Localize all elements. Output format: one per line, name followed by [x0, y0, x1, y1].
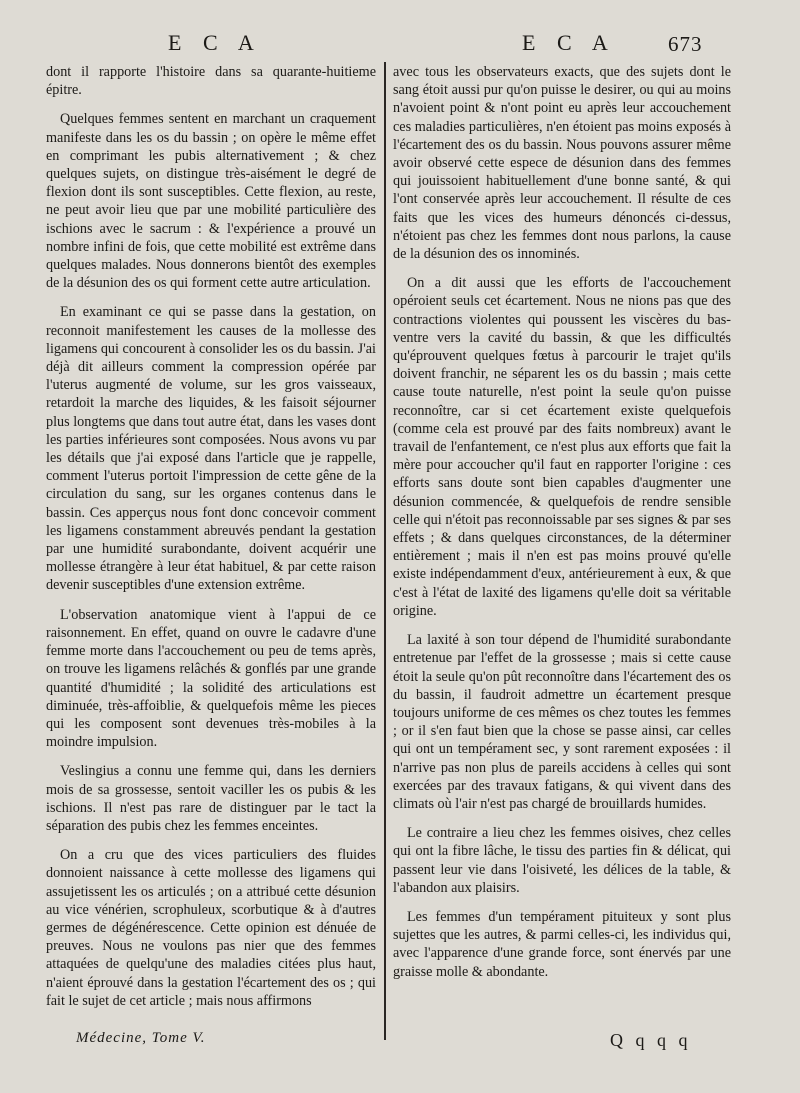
left-column	[46, 63, 376, 1010]
paragraph: avec tous les observateurs exacts, que des sujets dont le sang étoit aussi pur qu'on puisse le desirer, ou qui au moins n'avoient point & n'ont point eu après leur accouchement ces maladies particulières, n'en étoient pas moins exposés à l'écartement des os du bassin. Nous pouvons assurer même avoir observé cette espece de désunion dans des femmes qui jouissoient habituellement d'une bonne santé, & qui l'ont conservée après leur accouchement. Il résulte de ces faits que les vices des humeurs dénoncés ci-dessus, n'étoient pas chez les femmes dont nous parlons, la cause de la désunion des os innominés.	[393, 64, 731, 263]
paragraph: En examinant ce qui se passe dans la gestation, on reconnoit manifestement les causes de la mollesse des ligamens qui concourent à consolider les os du bassin. J'ai déjà dit ailleurs comment la compression opérée par l'uterus augmenté de volume, sur les gros vaisseaux, retardoit la marche des liquides, & les faisoit séjourner plus longtems que dans tout autre état, dans les vases dont les parties inférieures sont composées. Nous avons vu par les détails que j'ai exposé dans l'article que je rappelle, comment l'uterus portoit l'impression de cette gêne de la circulation du sang, sur les organes contenus dans le bassin. Ces apperçus nous font donc concevoir comment les ligamens constamment abreuvés pendant la gestation par une humidité surabondante, doivent acquérir une mollesse étrangère à leur état habituel, & par cette raison devenir susceptibles d'une extension extrême.	[46, 304, 376, 594]
paragraph: dont il rapporte l'histoire dans sa quarante-huitieme épitre.	[46, 64, 376, 99]
running-head-left: E C A	[168, 30, 262, 55]
paragraph: Veslingius a connu une femme qui, dans les derniers mois de sa grossesse, sentoit vaciller les os pubis & les ischions. Il n'est pas rare de distinguer par le tact la séparation des pubis chez les femmes enceintes.	[46, 763, 376, 834]
footer-volume: Médecine, Tome V.	[76, 1030, 206, 1046]
paragraph: On a cru que des vices particuliers des fluides donnoient naissance à cette mollesse des ligamens qui assujetissent les os articulés ; on a attribué cette désunion au vice vénérien, scrophuleux, scorbutique & à d'autres germes de dégénérescence. Cette opinion est dénuée de preuves. Nous ne voulons pas nier que des femmes attaquées de quelqu'une des maladies citées plus haut, n'aient éprouvé dans la gestation l'écartement des os ; qui fait le sujet de cet article ; mais nous affirmons	[46, 847, 376, 1009]
paragraph: Quelques femmes sentent en marchant un craquement manifeste dans les os du bassin ; on opère le même effet en comprimant les pubis alternativement ; & chez quelques sujets, on distingue très-aisément le degré de flexion dont ils sont susceptibles. Cette flexion, au reste, ne peut avoir lieu que par une mobilité particulière des ischions avec le sacrum : & l'expérience a prouvé un nombre infini de fois, que cette mobilité est extrême dans quelques malades. Nous donnerons bientôt des exemples de la désunion des os qui forment cette autre articulation.	[46, 111, 376, 292]
paragraph: On a dit aussi que les efforts de l'accouchement opéroient seuls cet écartement. Nous ne nions pas que des contractions violentes qui poussent les viscères du bas-ventre vers la cavité du bassin, & que les difficultés qu'éprouvent quelques fœtus à parcourir le trajet qu'ils doivent franchir, ne séparent les os du bassin ; mais cette cause toute naturelle, n'est point la seule qu'on puisse reconnoître, car si cet écartement existe quelquefois (comme cela est prouvé par des faits nombreux) avant le travail de l'enfantement, ce n'est plus aux efforts que fait la mère pour accoucher qu'il faut en rapporter l'origine : ces efforts sans doute sont bien capables d'augmenter une désunion commencée, & quelquefois de rendre sensible celle qui n'étoit pas reconnoissable par ses signes & par ses effets ; & dans quelques circonstances, de la déterminer entièrement ; mais il n'en est pas moins prouvé qu'elle existe indépendamment d'eux, antérieurement à eux, & que c'est à l'état de laxité des ligamens qu'elle doit sa véritable origine.	[393, 275, 731, 619]
column-divider	[384, 62, 386, 1040]
running-head-right: E C A	[522, 30, 616, 55]
signature-mark: Q q q q	[610, 1030, 692, 1050]
right-column	[393, 63, 731, 981]
page-number: 673	[668, 32, 703, 56]
paragraph: Le contraire a lieu chez les femmes oisives, chez celles qui ont la fibre lâche, le tissu des parties fin & délicat, qui passent leur vie dans l'oisiveté, les délices de la table, & l'abandon aux plaisirs.	[393, 825, 731, 896]
paragraph: L'observation anatomique vient à l'appui de ce raisonnement. En effet, quand on ouvre le cadavre d'une femme morte dans l'accouchement ou peu de tems après, on trouve les ligamens relâchés & gonflés par une grande quantité d'humidité ; la solidité des articulations est diminuée, très-affoiblie, & quelquefois même les pieces qui les composent sont devenues très-mobiles à la moindre impulsion.	[46, 606, 376, 751]
paragraph: Les femmes d'un tempérament pituiteux y sont plus sujettes que les autres, & parmi celles-ci, les individus qui, avec l'apparence d'une grande force, sont énervés par une graisse molle & abondante.	[393, 908, 731, 980]
paragraph: La laxité à son tour dépend de l'humidité surabondante entretenue par l'effet de la grossesse ; mais si cette cause étoit la seule qu'on pût reconnoître dans l'écartement des os du bassin, il faudroit admettre un écartement presque toujours uniforme de ces mêmes os chez toutes les femmes ; or il s'en faut bien que la chose se passe ainsi, car celles qui ont un tempérament sec, y sont rarement exposées : il n'arrive pas non plus de pareils accidens à celles qui sont exercées par des travaux fatigans, & qui vivent dans des climats où l'air n'est pas chargé de brouillards humides.	[393, 632, 731, 812]
